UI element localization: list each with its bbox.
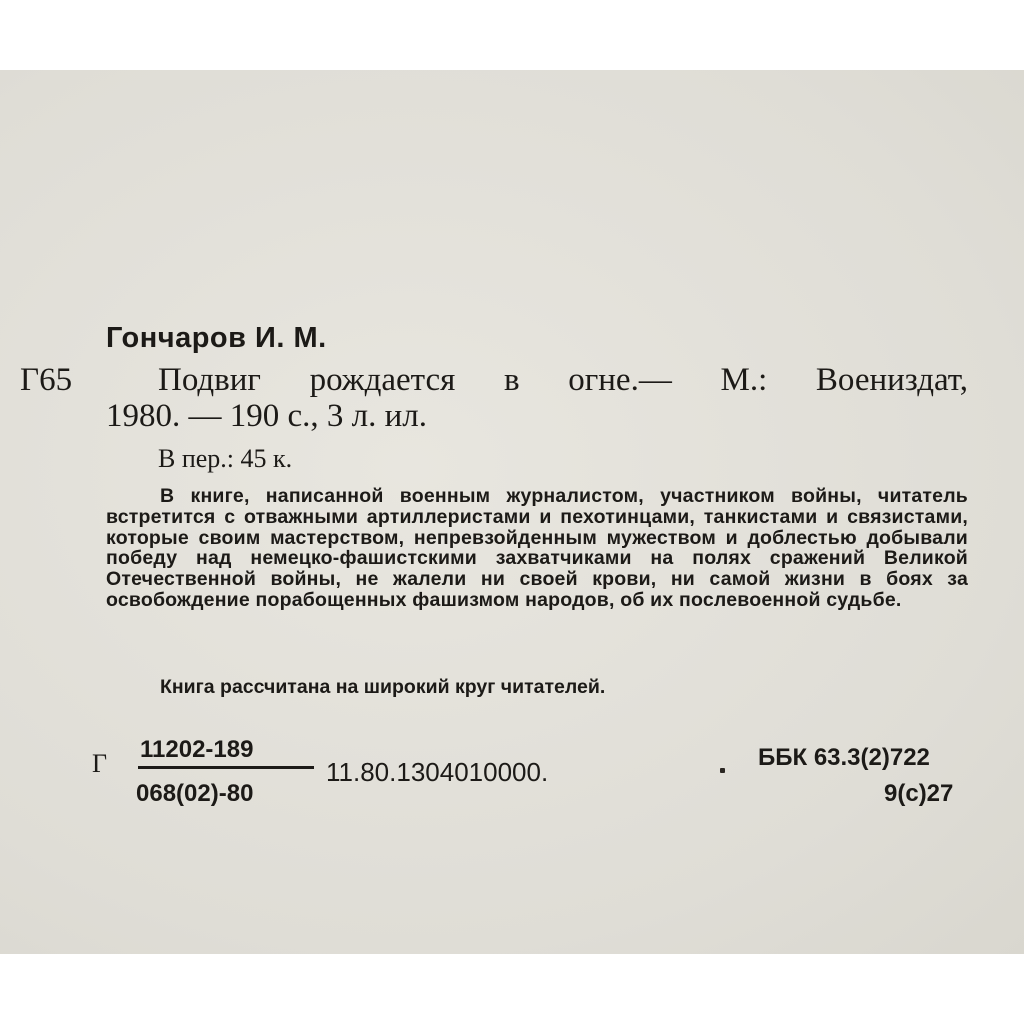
title-word: Подвиг [158,362,261,398]
index-code: 11.80.1304010000. [326,757,549,787]
title-word: в [503,362,520,398]
title-word: огне.— [568,362,672,398]
title-word: рождается [309,362,456,398]
price: В пер.: 45 к. [158,444,293,473]
fraction-line [138,766,314,769]
index-letter: Г [92,749,108,778]
ink-speck [720,768,725,773]
catalog-card-page [0,70,1024,954]
title-word: М.: [720,362,768,398]
title-line-1 [158,362,968,399]
annotation-paragraph [106,486,968,611]
audience-note: Книга рассчитана на широкий круг читателей. [160,676,606,698]
index-denominator: 068(02)-80 [136,780,254,807]
title-line-2: 1980. — 190 с., 3 л. ил. [106,398,427,434]
annotation-text: В книге, написанной военным журналистом, участником войны, читатель встретится с отважными артиллеристами и пехотинцами, танкистами и связистами, которые своим мастерством, непревзойденным мужеством и доблестью добывали победу над немецко-фашистскими захватчиками на полях сражений Великой Отечественной войны, не жалели ни своей крови, ни самой жизни в боях за освобождение порабощенных фашизмом народов, об их послевоенной судьбе. [106,485,968,611]
title-word: Воениздат, [815,362,968,398]
author-name: Гончаров И. М. [106,322,327,354]
index-numerator: 11202-189 [140,736,254,763]
bbk-code-line-2: 9(с)27 [884,780,954,807]
bbk-code-line-1: ББК 63.3(2)722 [758,744,930,771]
catalog-code: Г65 [20,362,73,398]
